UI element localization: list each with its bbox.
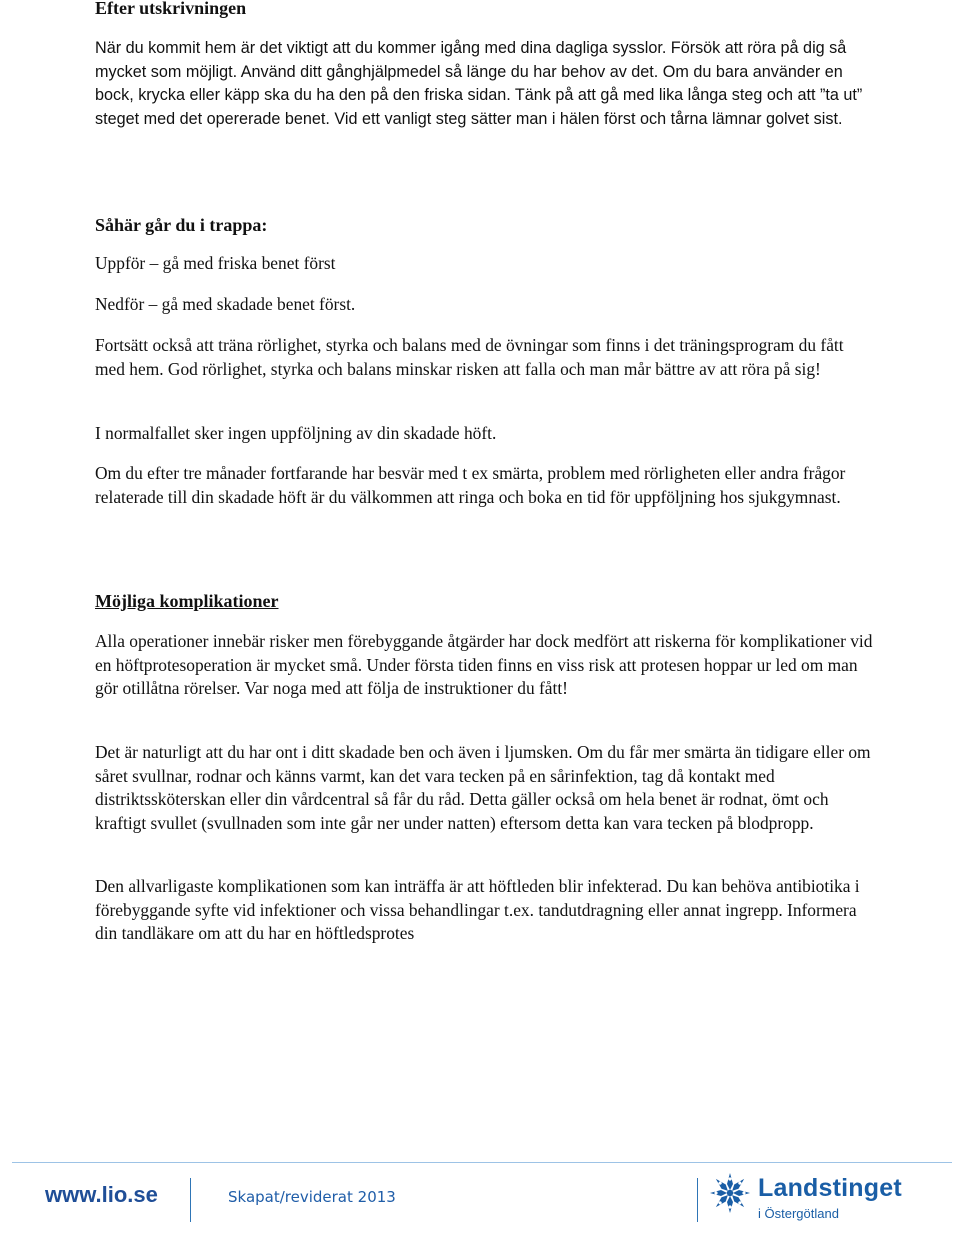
footer-divider [190,1178,191,1222]
paragraph-complications-risk: Alla operationer innebär risker men förebyggande åtgärder har dock medfört att riskerna för komplikationer vid en höftprotesoperation är mycket små. Under första tiden finns en viss risk att protesen hoppar ur led om man gör otillåtna rörelser. Var noga med att följa de instruktioner du fått! [95,631,873,698]
stairs-upstairs: Uppför – gå med friska benet först [95,253,336,273]
footer-website-link[interactable]: www.lio.se [45,1182,158,1207]
paragraph-training: Fortsätt också att träna rörlighet, styrka och balans med de övningar som finns i det träningsprogram du fått med hem. God rörlighet, styrka och balans minskar risken att falla och man mår bättre av att röra på sig! [95,335,844,379]
landstinget-logo-icon [707,1170,753,1216]
footer-divider [697,1178,698,1222]
paragraph-complications-infection: Den allvarligaste komplikationen som kan inträffa är att höftleden blir infekterad. Du kan behöva antibiotika i förebyggande syfte vid infektioner och vissa behandlingar t.ex. tandutdragning eller annat ingrepp. Informera din tandläkare om att du har en höftledsprotes [95,876,860,943]
paragraph-followup: Om du efter tre månader fortfarande har besvär med t ex smärta, problem med rörligheten eller andra frågor relaterade till din skadade höft är du välkommen att ringa och boka en tid för uppföljning hos sjukgymnast. [95,463,846,507]
paragraph-complications-pain: Det är naturligt att du har ont i ditt skadade ben och även i ljumsken. Om du får mer smärta än tidigare eller om såret svullnar, rodnar och känns varmt, kan det vara tecken på en sårinfektion, tag då kontakt med distriktssköterskan eller din vårdcentral så får du råd. Detta gäller också om hela benet är rodnat, ömt och kraftigt svullet (svullnaden som inte går ner under natten) eftersom detta kan vara tecken på blodpropp. [95,742,871,833]
page-footer [0,1150,960,1234]
logo-subtitle: i Östergötland [758,1206,839,1221]
section-title-after-discharge: Efter utskrivningen [95,0,247,18]
paragraph-no-followup: I normalfallet sker ingen uppföljning av din skadade höft. [95,423,497,443]
stairs-downstairs: Nedför – gå med skadade benet först. [95,294,356,314]
section-title-stairs: Såhär går du i trappa: [95,215,268,235]
paragraph-after-discharge: När du kommit hem är det viktigt att du kommer igång med dina dagliga sysslor. Försök att röra på dig så mycket som möjligt. Använd ditt gånghjälpmedel så länge du har behov av det. Om du bara använder en bock, krycka eller käpp ska du ha den på den friska sidan. Tänk på att gå med lika långa steg och att ”ta ut” steget med det opererade benet. Vid ett vanligt steg sätter man i hälen först och tårna lämnar golvet sist. [95,39,863,128]
footer-created-date: Skapat/reviderat 2013 [228,1188,396,1206]
section-title-complications: Möjliga komplikationer [95,591,279,611]
logo-name: Landstinget [758,1174,902,1202]
footer-rule [12,1162,952,1163]
